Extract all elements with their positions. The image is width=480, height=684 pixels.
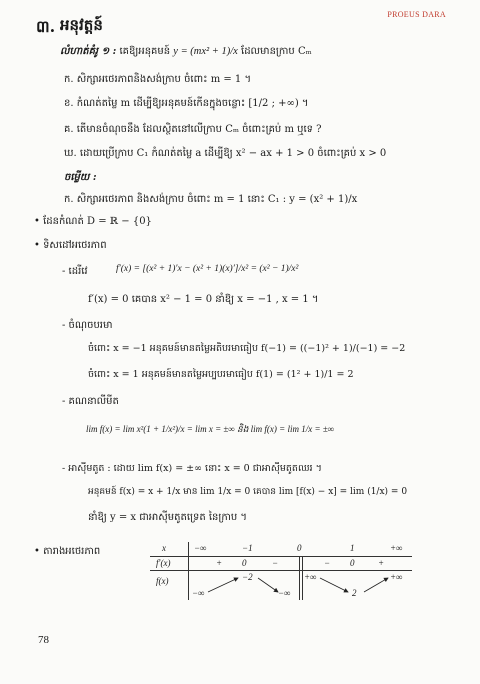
- limit-label: - គណនាលីមីត: [62, 396, 119, 407]
- table-f-min: 2: [352, 588, 357, 598]
- table-fp-label: f′(x): [156, 558, 171, 568]
- table-x-neg-inf: −∞: [194, 543, 207, 553]
- question-b: ខ. កំណត់តម្លៃ m ដើម្បីឱ្យអនុគមន៍កើនក្នុងចន្លោះ [1/2 ; +∞) ។: [64, 98, 309, 109]
- table-fp-sign-2: −: [272, 558, 279, 568]
- question-a: ក. សិក្សាអថេរភាពនិងសង់ក្រាប ចំពោះ m = 1 ។: [64, 74, 252, 85]
- question-c: គ. តើមានចំណុចនឹង ដែលស្ថិតនៅលើក្រាប Cₘ ចំពោះគ្រប់ m ឬទេ ?: [64, 124, 322, 135]
- zero-line: f′(x) = 0 គេបាន x² − 1 = 0 នាំឱ្យ x = −1 , x = 1 ។: [88, 294, 319, 305]
- exercise-graph-text: ដែលមានក្រាប Cₘ: [241, 46, 312, 57]
- page-number: 78: [38, 634, 49, 646]
- exercise-func: y = (mx² + 1)/x: [173, 46, 238, 57]
- table-fp-zero-1: 0: [242, 558, 247, 568]
- table-f-max: −2: [242, 572, 253, 582]
- min-line: ចំពោះ x = 1 អនុគមន៍មានតម្លៃអប្បបរមាធៀប f(1) = (1² + 1)/1 = 2: [88, 369, 354, 380]
- table-x-one: 1: [350, 543, 355, 553]
- exercise-label: លំហាត់គំរូ ១ :: [60, 46, 117, 57]
- table-x-zero: 0: [297, 543, 302, 553]
- table-f-neg-inf-left: −∞: [192, 588, 205, 598]
- section-number: ៣.: [36, 17, 56, 36]
- exercise-intro: គេឱ្យអនុគមន៍: [119, 46, 171, 57]
- table-fp-zero-2: 0: [350, 558, 355, 568]
- section-title: អនុវត្តន៍: [60, 16, 103, 34]
- solution-a-intro: ក. សិក្សាអថេរភាព និងសង់ក្រាប ចំពោះ m = 1 នោះ C₁ : y = (x² + 1)/x: [64, 194, 358, 205]
- table-fp-sign-3: −: [324, 558, 331, 568]
- table-f-neg-inf-right: −∞: [278, 588, 291, 598]
- domain-line: • ដែនកំណត់ D = ℝ − {0}: [34, 216, 152, 227]
- max-line: ចំពោះ x = −1 អនុគមន៍មានតម្លៃអតិបរមាធៀប f(−1) = ((−1)² + 1)/(−1) = −2: [88, 343, 406, 354]
- variation-arrows: [150, 570, 412, 600]
- table-heading: • តារាងអថេរភាព: [34, 546, 101, 557]
- table-fp-sign-4: +: [378, 558, 385, 568]
- table-f-label: f(x): [156, 576, 169, 586]
- exercise-line: [60, 44, 312, 59]
- question-d: ឃ. ដោយប្រើក្រាប C₁ កំណត់តម្លៃ a ដើម្បីឱ្យ x² − ax + 1 > 0 ចំពោះគ្រប់ x > 0: [64, 148, 387, 159]
- variation-heading: • ទិសដៅអថេរភាព: [34, 240, 107, 251]
- arrow-up-2: [364, 578, 388, 592]
- arrow-up-1: [208, 578, 238, 592]
- asymptote-line-1: - អាស៊ីមតូត : ដោយ lim f(x) = ±∞ នោះ x = 0 ជាអាស៊ីមតូតឈរ ។: [62, 463, 322, 474]
- table-fp-sign-1: +: [216, 558, 223, 568]
- table-f-pos-inf-left: +∞: [304, 572, 317, 582]
- solution-label: ចម្លើយ :: [64, 172, 97, 183]
- limit-line: lim f(x) = lim x²(1 + 1/x²)/x = lim x = ±∞ និង lim f(x) = lim 1/x = ±∞: [86, 424, 335, 434]
- header-brand: PROEUS DARA: [387, 10, 446, 19]
- table-x-label: x: [162, 543, 166, 553]
- extrema-label: - ចំណុចបរមា: [62, 320, 113, 331]
- table-x-minus-one: −1: [242, 543, 253, 553]
- arrow-down-2: [320, 578, 348, 592]
- variation-table: [150, 542, 412, 600]
- derivative-expression: f′(x) = [(x² + 1)′x − (x² + 1)(x)′]/x² = (x² − 1)/x²: [116, 264, 299, 274]
- asymptote-line-2: អនុគមន៍ f(x) = x + 1/x មាន lim 1/x = 0 គេបាន lim [f(x) − x] = lim (1/x) = 0: [88, 487, 408, 497]
- arrow-down-1: [258, 578, 278, 592]
- table-f-pos-inf-right: +∞: [390, 572, 403, 582]
- table-x-pos-inf: +∞: [390, 543, 403, 553]
- asymptote-line-3: នាំឱ្យ y = x ជាអាស៊ីមតូតទ្រេត នៃក្រាប ។: [88, 512, 248, 523]
- derivative-label: - ដេរីវេ: [62, 266, 88, 277]
